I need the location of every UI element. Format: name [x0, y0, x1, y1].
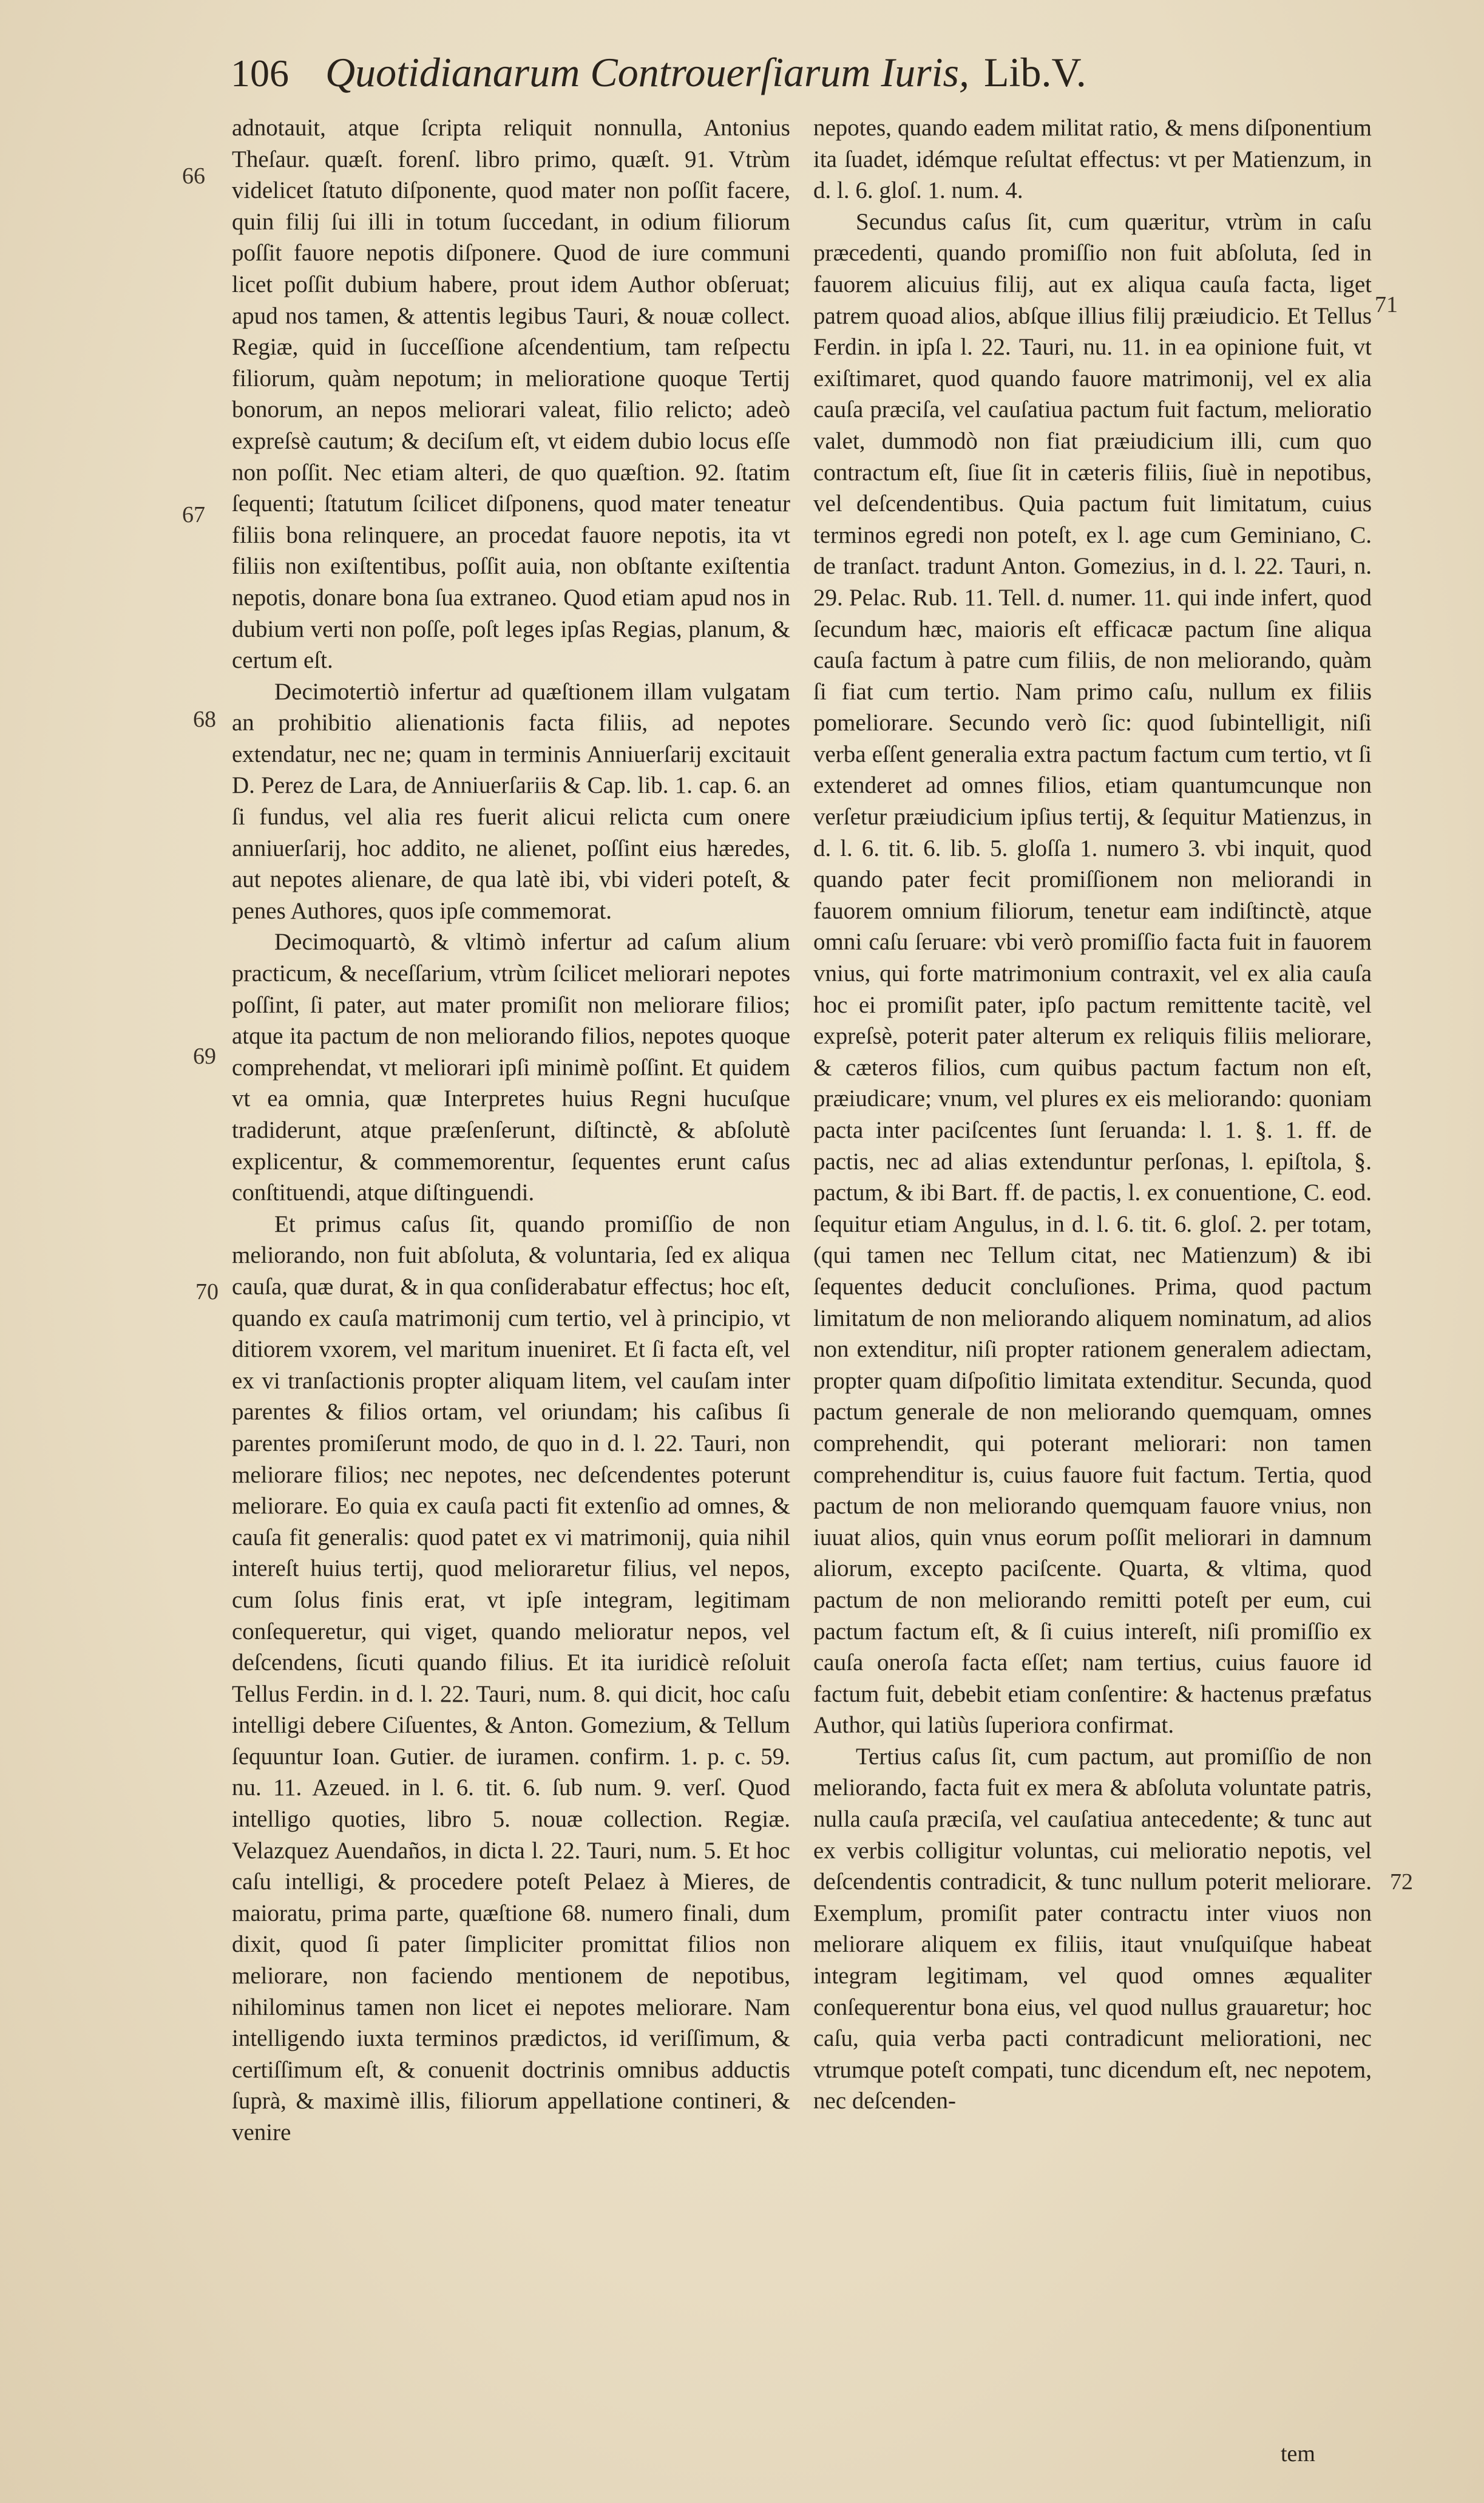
- margin-number: 72: [1390, 1869, 1413, 1895]
- paragraph: Secundus caſus ſit, cum quæritur, vtrùm in caſu præcedenti, quando promiſſio non fuit abſoluta, ſed in fauorem alicuius filij, aut ex aliqua cauſa facta, liget patrem quoad alios, abſque illius filij præiudicio. Et Tellus Ferdin. in ipſa l. 22. Tauri, nu. 11. in ea opinione fuit, vt exiſtimaret, quod quando fauore matrimonij, vel ex alia cauſa præciſa, vel cauſatiua pactum fuit factum, melioratio valet, dummodò non fiat præiudicium illi, cum quo contractum eſt, ſiue ſit in cæteris filiis, ſiuè in nepotibus, vel deſcendentibus. Quia pactum fuit limitatum, cuius terminos egredi non poteſt, ex l. age cum Geminiano, C. de tranſact. tradunt Anton. Gomezius, in d. l. 22. Tauri, n. 29. Pelac. Rub. 11. Tell. d. numer. 11. qui inde infert, quod ſecundum hæc, maioris eſt efficacæ pactum ſine aliqua cauſa factum à patre cum filiis, de non meliorando, quàm ſi fiat cum tertio. Nam primo caſu, nullum ex filiis pomeliorare. Secundo verò ſic: quod ſubintelligit, niſi verba eſſent generalia extra pactum factum cum tertio, vt ſi extenderet ad omnes filios, etiam quantumcunque non verſetur præiudicium ipſius tertij, & ſequitur Matienzus, in d. l. 6. tit. 6. lib. 5. gloſſa 1. numero 3. vbi inquit, quod quando pater fecit promiſſionem non meliorandi in fauorem omnium filiorum, tenetur eam indiſtinctè, atque omni caſu ſeruare: vbi verò promiſſio facta fuit in fauorem vnius, qui forte matrimonium contraxit, vel ex alia cauſa hoc ei promiſit pater, ipſo pactum remittente tacitè, vel expreſsè, poterit pater alterum ex reliquis filiis meliorare, & cæteros filios, cum quibus pactum factum non eſt, præiudicare; vnum, vel plures ex eis meliorando: quoniam pacta inter paciſcentes ſunt ſeruanda: l. 1. §. 1. ff. de pactis, nec ad alias extenduntur perſonas, l. epiſtola, §. pactum, & ibi Bart. ff. de pactis, l. ex conuentione, C. eod. ſequitur etiam Angulus, in d. l. 6. tit. 6. gloſ. 2. per totam, (qui tamen nec Tellum citat, nec Matienzum) & ibi ſequentes deducit concluſiones. Prima, quod pactum limitatum de non meliorando aliquem nominatum, ad alios non extenditur, niſi propter rationem generalem adiectam, propter quam diſpoſitio limitata extenditur. Secunda, quod pactum generale de non meliorando quemquam, omnes comprehendit, qui poterant meliorari: non tamen comprehenditur is, cuius fauore fuit factum. Tertia, quod pactum de non meliorando quemquam fauore vnius, non iuuat alios, quin vnus eorum poſſit meliorari in damnum aliorum, excepto paciſcente. Quarta, & vltima, quod pactum de non meliorando remitti poteſt per eum, cui pactum factum eſt, & ſi cuius intereſt, niſi promiſſio ex cauſa oneroſa facta eſſet; nam tertius, cuius fauore id factum fuit, debebit etiam conſentire: & hactenus præfatus Author, qui latiùs ſuperiora confirmat.: [813, 208, 1372, 1739]
- paragraph: Decimoquartò, & vltimò infertur ad caſum alium practicum, & neceſſarium, vtrùm ſcilicet meliorari nepotes poſſint, ſi pater, aut mater promiſit non meliorare filios; atque ita pactum de non meliorando filios, nepotes quoque comprehendat, vt meliorari ipſi minimè poſſint. Et quidem vt ea omnia, quæ Interpretes huius Regni hucuſque tradiderunt, atque præſenſerunt, diſtinctè, & abſolutè explicentur, & commemorentur, ſequentes erunt caſus conſtituendi, atque diſtinguendi.: [232, 929, 790, 1206]
- left-column: [232, 112, 790, 2456]
- paragraph: Decimotertiò infertur ad quæſtionem illam vulgatam an prohibitio alienationis facta filiis, ad nepotes extendatur, nec ne; quam in terminis Anniuerſarij excitauit D. Perez de Lara, de Anniuerſariis & Cap. lib. 1. cap. 6. an ſi fundus, vel alia res fuerit alicui relicta cum onere anniuerſarij, hoc addito, ne alienet, poſſint eius hæredes, aut nepotes alienare, de qua latè ibi, vbi videri poteſt, & penes Authores, quos ipſe commemorat.: [232, 678, 790, 924]
- paragraph: adnotauit, atque ſcripta reliquit nonnulla, Antonius Theſaur. quæſt. forenſ. libro primo, quæſt. 91. Vtrùm videlicet ſtatuto diſponente, quod mater non poſſit facere, quin filij ſui illi in totum ſuccedant, in odium filiorum poſſit fauore nepotis diſponere. Quod de iure communi licet poſſit dubium habere, prout idem Author obſeruat; apud nos tamen, & attentis legibus Tauri, & nouæ collect. Regiæ, quid in ſucceſſione aſcendentium, tam reſpectu filiorum, quàm nepotum; in melioratione quoque Tertij bonorum, an nepos meliorari valeat, filio relicto; adeò expreſsè cautum; & deciſum eſt, vt eidem dubio locus eſſe non poſſit. Nec etiam alteri, de quo quæſtion. 92. ſtatim ſequenti; ſtatutum ſcilicet diſponens, quod mater teneatur filiis bona relinquere, an procedat fauore nepotis, ita vt filiis non exiſtentibus, poſſit auia, non obſtante exiſtentia nepotis, donare bona ſua extraneo. Quod etiam apud nos in dubium verti non poſſe, poſt leges ipſas Regias, planum, & certum eſt.: [232, 115, 790, 674]
- margin-number: 67: [182, 502, 205, 528]
- paragraph: nepotes, quando eadem militat ratio, & mens diſponentium ita ſuadet, idémque reſultat effectus: vt per Matienzum, in d. l. 6. gloſ. 1. num. 4.: [813, 115, 1372, 204]
- margin-number: 68: [193, 707, 216, 732]
- page-number: 106: [231, 52, 289, 95]
- margin-number: 71: [1375, 292, 1398, 318]
- paragraph: Tertius caſus ſit, cum pactum, aut promiſſio de non meliorando, facta fuit ex mera & abſoluta voluntate patris, nulla cauſa præciſa, vel cauſatiua antecedente; & tunc aut ex verbis colligitur voluntas, cui melioratio nepotis, vel deſcendentis contradicit, & tunc nullum poterit meliorare. Exemplum, promiſit pater contractu inter viuos non meliorare aliquem ex filiis, itaut vnuſquiſque habeat integram legitimam, vel quod omnes æqualiter conſequerentur bona eius, vel quod nullus grauaretur; hoc caſu, quia verba pacti contradicunt meliorationi, nec vtrumque poteſt compati, tunc dicendum eſt, nec nepotem, nec deſcenden-: [813, 1743, 1372, 2114]
- book-label: Lib.V.: [984, 49, 1086, 95]
- margin-number: 69: [193, 1044, 216, 1069]
- right-column: [813, 112, 1372, 2456]
- margin-number: 66: [182, 163, 205, 189]
- catchword: tem: [1281, 2441, 1315, 2467]
- page-header: [231, 49, 1202, 121]
- running-title: Quotidianarum Controuerſiarum Iuris,: [325, 49, 970, 95]
- margin-number: 70: [195, 1279, 219, 1305]
- paragraph: Et primus caſus ſit, quando promiſſio de non meliorando, non fuit abſoluta, & voluntaria, ſed ex aliqua cauſa, quæ durat, & in qua conſiderabatur effectus; hoc eſt, quando ex cauſa matrimonij cum tertio, vel à principio, vt ditiorem vxorem, vel maritum inueniret. Et ſi facta eſt, vel ex vi tranſactionis propter aliquam litem, vel cauſam inter parentes & filios ortam, vel oriundam; his caſibus ſi parentes promiſerunt modo, de quo in d. l. 22. Tauri, non meliorare filios; nec nepotes, nec deſcendentes poterunt meliorare. Eo quia ex cauſa pacti fit extenſio ad omnes, & cauſa fit generalis: quod patet ex vi matrimonij, quia nihil intereſt huius tertij, quod melioraretur filius, vel nepos, cum ſolus finis erat, vt ipſe integram, legitimam conſequeretur, qui viget, quando melioratur nepos, vel deſcendens, ſicuti quando filius. Et ita iuridicè reſoluit Tellus Ferdin. in d. l. 22. Tauri, num. 8. qui dicit, hoc caſu intelligi debere Ciſuentes, & Anton. Gomezium, & Tellum ſequuntur Ioan. Gutier. de iuramen. confirm. 1. p. c. 59. nu. 11. Azeued. in l. 6. tit. 6. ſub num. 9. verſ. Quod intelligo quoties, libro 5. nouæ collection. Regiæ. Velazquez Auendaños, in dicta l. 22. Tauri, num. 5. Et hoc caſu intelligi, & procedere poteſt Pelaez à Mieres, de maioratu, prima parte, quæſtione 68. numero finali, dum dixit, quod ſi pater ſimpliciter promittat filios non meliorare, non faciendo mentionem de nepotibus, nihilominus tamen non licet ei nepotes meliorare. Nam intelligendo iuxta terminos prædictos, id veriſſimum, & certiſſimum eſt, & conuenit doctrinis omnibus adductis ſuprà, & maximè illis, filiorum appellatione contineri, & venire: [232, 1211, 790, 2145]
